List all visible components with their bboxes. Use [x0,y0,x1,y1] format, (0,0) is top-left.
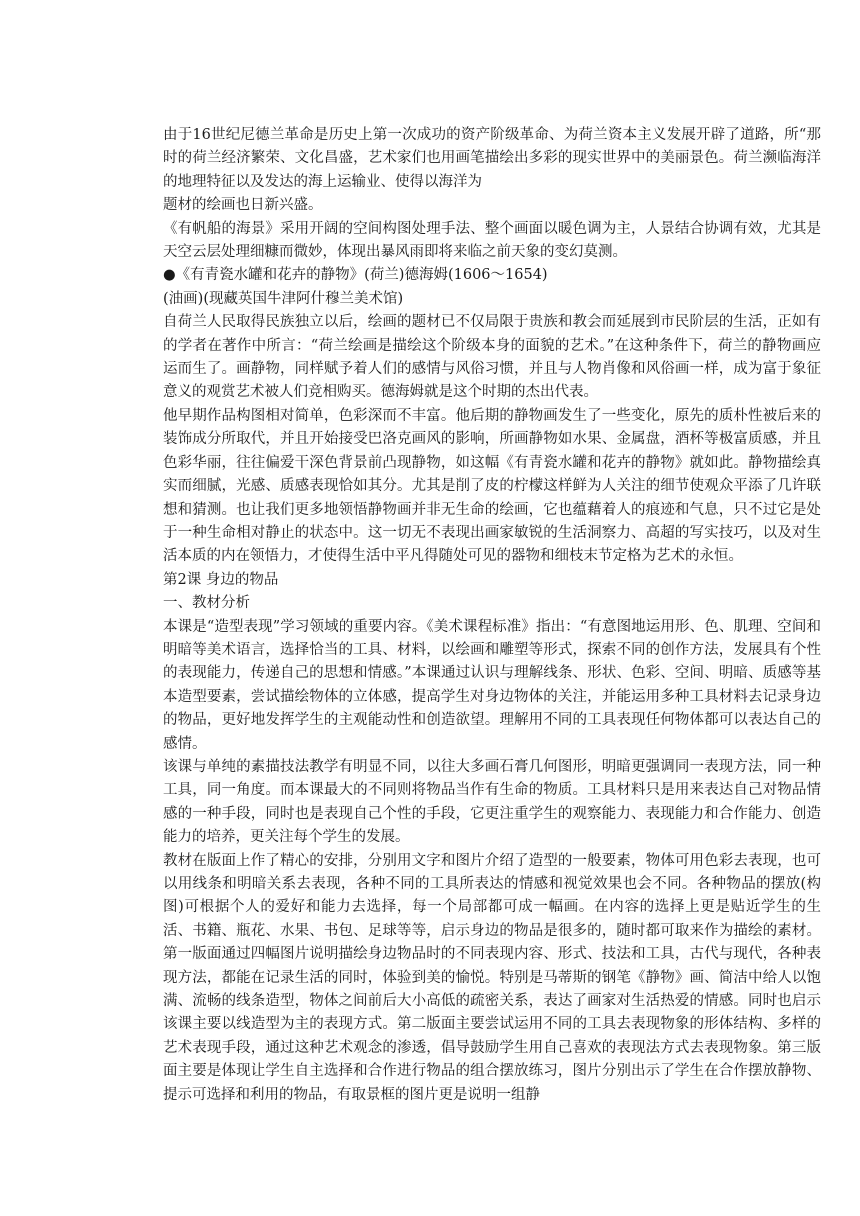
artwork-title-line: ●《有青瓷水罐和花卉的静物》(荷兰)德海姆(1606～1654) [163,267,548,284]
artwork-medium-line: (油画)(现藏英国牛津阿什穆兰美术馆) [163,290,404,307]
paragraph-textbook-layout: 教材在版面上作了精心的安排，分别用文字和图片介绍了造型的一般要素，物体可用色彩去表现，也可以用线条和明暗关系去表现，各种不同的工具所表达的情感和视觉效果也会不同。各种物品的摆放(构图)可根据个人的爱好和能力去选择，每一个局部都可成一幅画。在内容的选择上更是贴近学生的生活、书籍、瓶花、水果、书包、足球等等，启示身边的物品是很多的，随时都可取来作为描绘的素材。第一版面通过四幅图片说明描绘身边物品时的不同表现内容、形式、技法和工具，古代与现代，各种表现方法，都能在记录生活的同时，体验到美的愉悦。特别是马蒂斯的钢笔《静物》画、简洁中给人以饱满、流畅的线条造型，物体之间前后大小高低的疏密关系，表达了画家对生活热爱的情感。同时也启示该课主要以线造型为主的表现方式。第二版面主要尝试运用不同的工具去表现物象的形体结构、多样的艺术表现手段，通过这种艺术观念的渗透，倡导鼓励学生用自己喜欢的表现法方式去表现物象。第三版面主要是体现让学生自主选择和合作进行物品的组合摆放练习，图片分别出示了学生在合作摆放静物、提示可选择和利用的物品，有取景框的图片更是说明一组静 [163,852,821,1103]
section-heading: 一、教材分析 [163,595,250,612]
lesson-heading: 第2课 身边的物品 [163,571,279,588]
paragraph-de-heem-style: 他早期作品构图相对简单，色彩深而不丰富。他后期的静物画发生了一些变化，原先的质朴性被后来的装饰成分所取代，并且开始接受巴洛克画风的影响，所画静物如水果、金属盘，酒杯等极富质感，并且色彩华丽，往往偏爱干深色背景前凸现静物，如这幅《有青瓷水罐和花卉的静物》就如此。静物描绘真实而细腻，光感、质感表现恰如其分。尤其是削了皮的柠檬这样鲜为人关注的细节使观众平添了几许联想和猜测。也让我们更多地领悟静物画并非无生命的绘画，它也蕴藉着人的痕迹和气息，只不过它是处于一种生命相对静止的状态中。这一切无不表现出画家敏锐的生活洞察力、高超的写实技巧，以及对生活本质的内在领悟力，才使得生活中平凡得随处可见的器物和细枝末节定格为艺术的永恒。 [163,407,821,565]
paragraph-marine-theme: 题材的绘画也日新兴盛。 [163,197,323,214]
paragraph-still-life-origin: 自荷兰人民取得民族独立以后，绘画的题材已不仅局限于贵族和教会而延展到市民阶层的生活，正如有的学者在著作中所言：“荷兰绘画是描绘这个阶级本身的面貌的艺术。”在这种条件下，荷兰的静物画应运而生了。画静物，同样赋予着人们的感情与风俗习惯，并且与人物肖像和风俗画一样，成为富于象征意义的观赏艺术被人们竞相购买。德海姆就是这个时期的杰出代表。 [163,314,821,401]
paragraph-dutch-revolution: 由于16世纪尼德兰革命是历史上第一次成功的资产阶级革命、为荷兰资本主义发展开辟了道路，所“那时的荷兰经济繁荣、文化昌盛，艺术家们也用画笔描绘出多彩的现实世界中的美丽景色。荷兰濒临海洋的地理特征以及发达的海上运输业、使得以海洋为 [163,127,821,190]
paragraph-course-overview: 本课是“造型表现”学习领域的重要内容。《美术课程标准》指出：“有意图地运用形、色、肌理、空间和明暗等美术语言，选择恰当的工具、材料，以绘画和雕塑等形式，探索不同的创作方法，发展具有个性的表现能力，传递自己的思想和情感。”本课通过认识与理解线条、形状、色彩、空间、明暗、质感等基本造型要素，尝试描绘物体的立体感，提高学生对身边物体的关注，并能运用多种工具材料去记录身边的物品，更好地发挥学生的主观能动性和创造欲望。理解用不同的工具表现任何物体都可以表达自己的感情。 [163,618,821,752]
document-body [163,124,821,1107]
paragraph-course-difference: 该课与单纯的素描技法教学有明显不同，以往大多画石膏几何图形，明暗更强调同一表现方法，同一种工具，同一角度。而本课最大的不同则将物品当作有生命的物质。工具材料只是用来表达自己对物品情感的一种手段，同时也是表现自己个性的手段，它更注重学生的观察能力、表现能力和合作能力、创造能力的培养，更关注每个学生的发展。 [163,758,821,846]
paragraph-sailboat-seascape: 《有帆船的海景》采用开阔的空间构图处理手法、整个画面以暖色调为主，人景结合协调有效，尤其是天空云层处理细糠而微妙，体现出暴风雨即将来临之前天象的变幻莫测。 [163,220,821,261]
